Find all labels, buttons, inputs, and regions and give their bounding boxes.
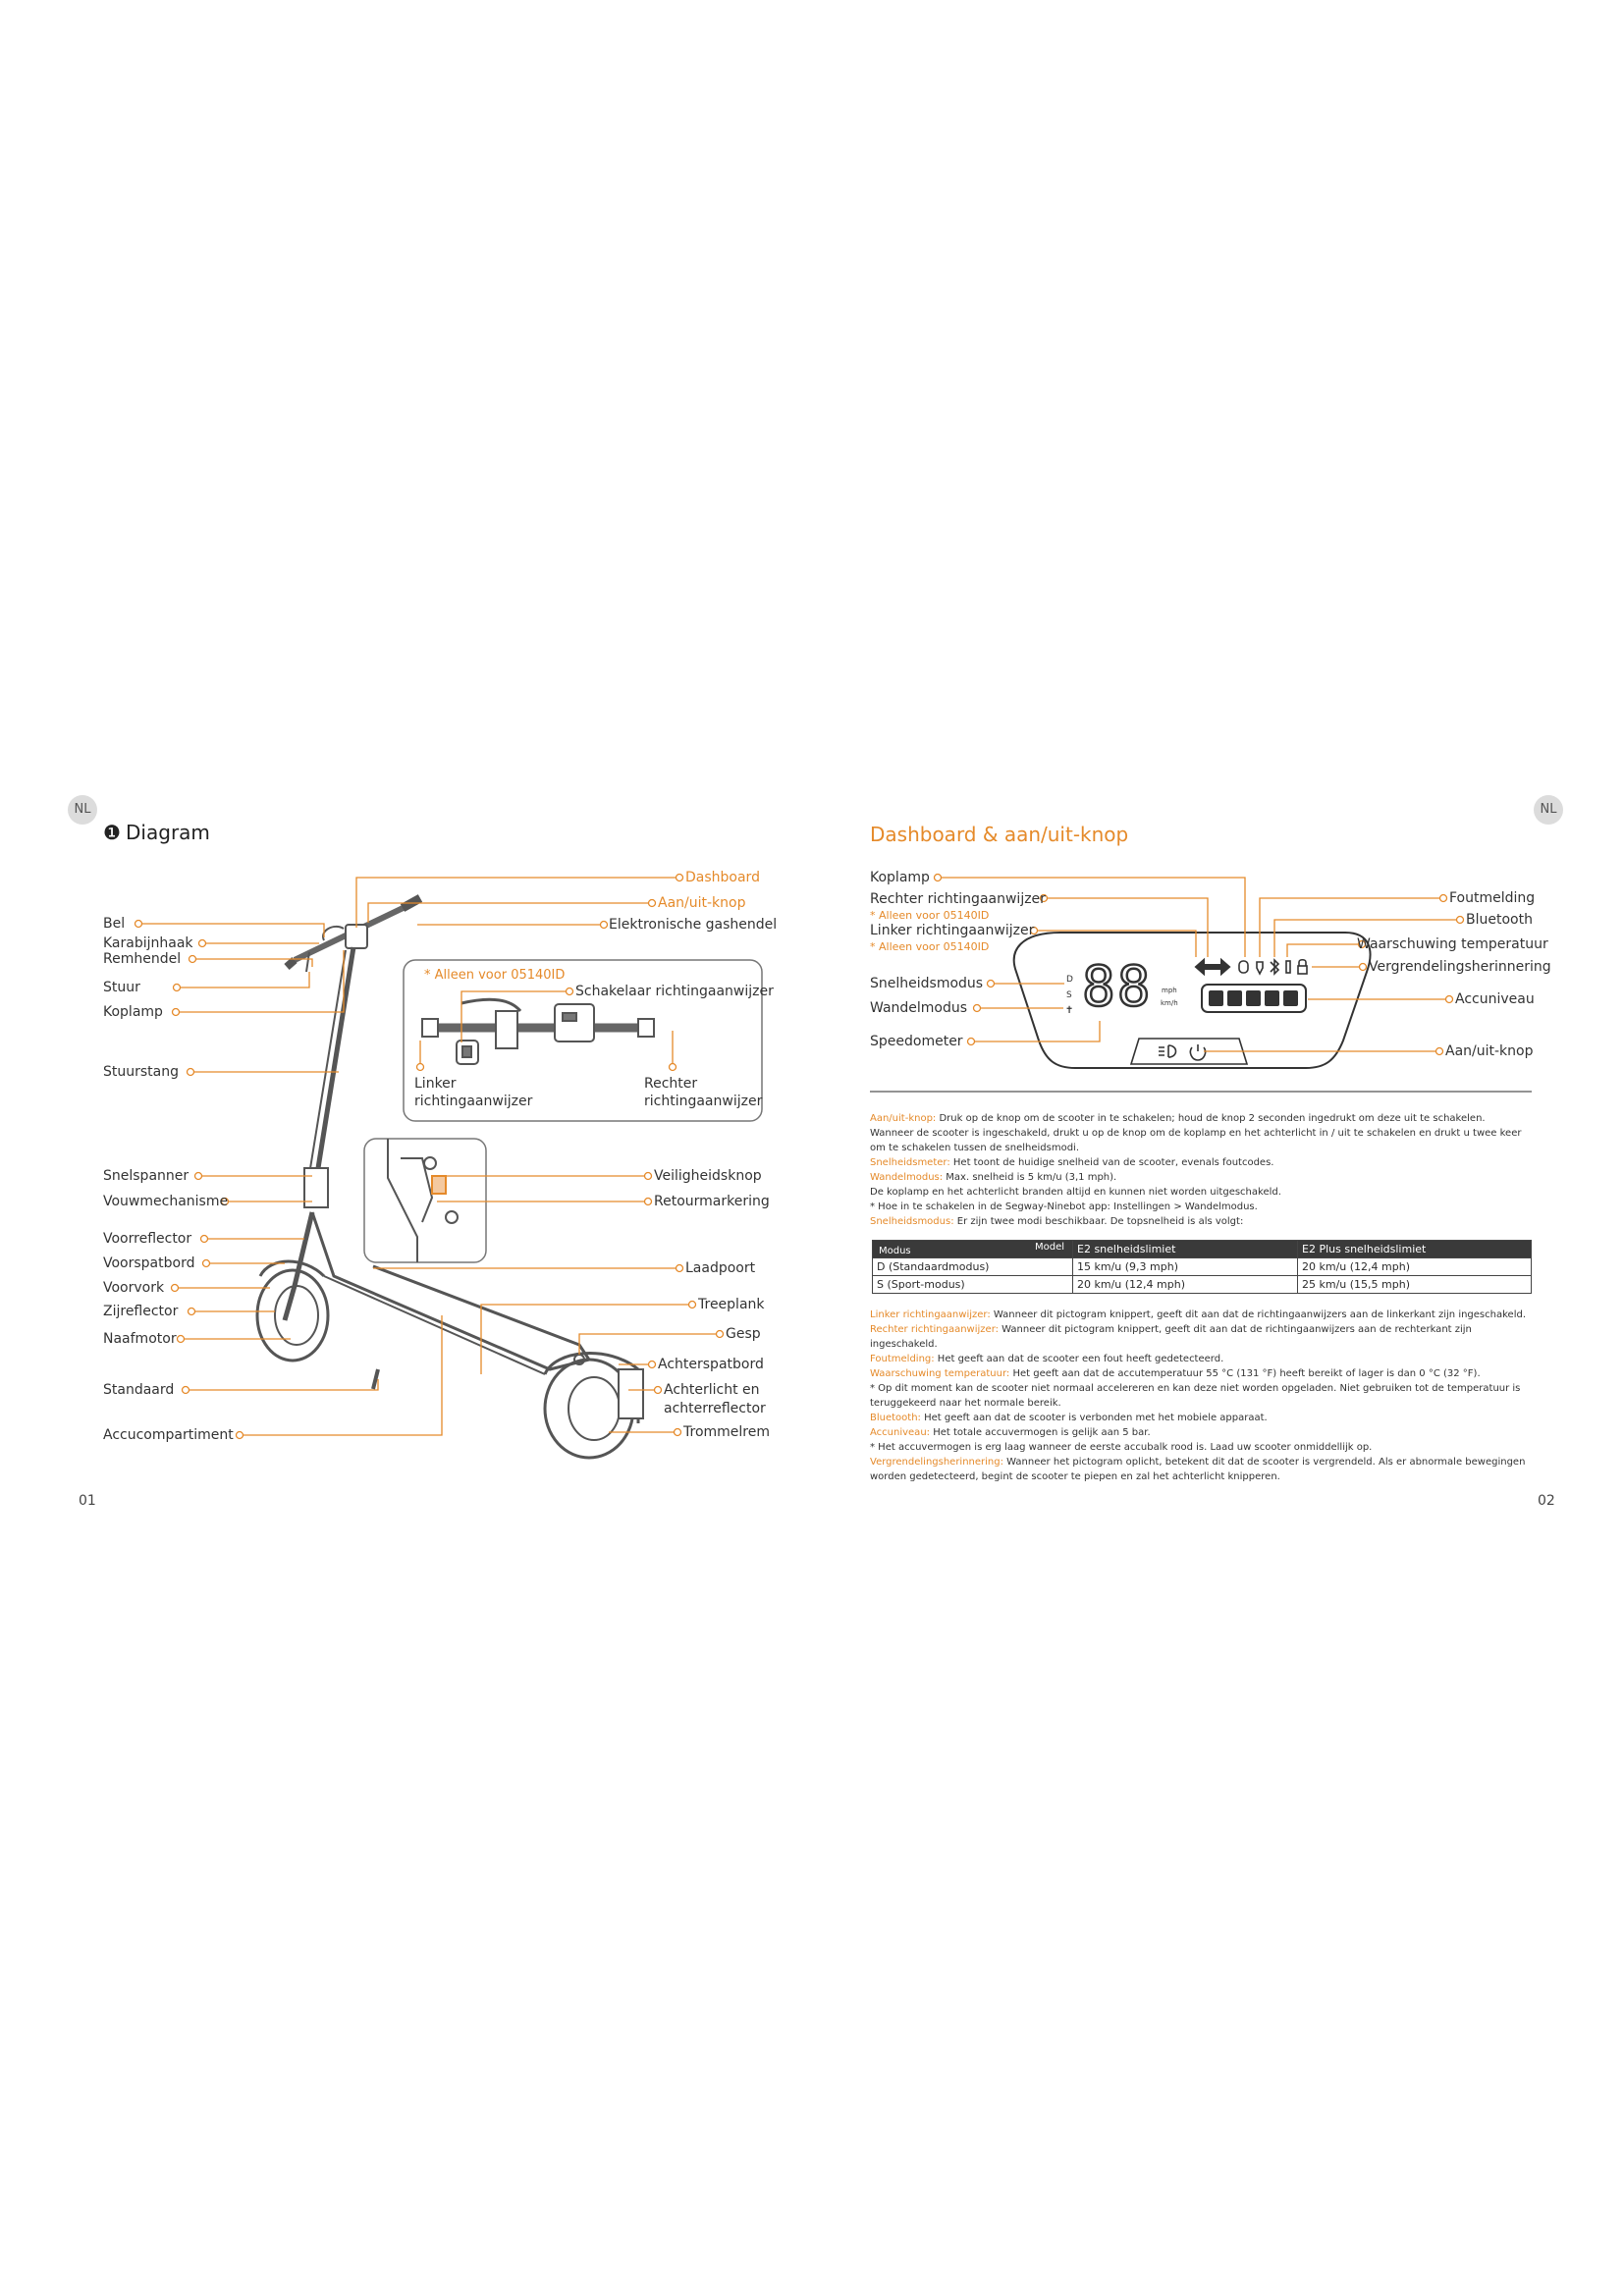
note-2: * Alleen voor 05140ID (870, 940, 990, 953)
table-row (873, 1276, 1532, 1294)
label-snelheidsmodus: Snelheidsmodus (870, 976, 984, 991)
mode-s-letter: S (1066, 990, 1072, 1000)
label-waarschuwing: Waarschuwing temperatuur (1357, 936, 1548, 952)
label-achterspatbord: Achterspatbord (658, 1357, 764, 1372)
label-treeplank: Treeplank (698, 1297, 765, 1312)
label-aan-uit-knop: Aan/uit-knop (658, 895, 746, 911)
unit-mph: mph (1162, 987, 1177, 994)
speed-table (872, 1240, 1532, 1294)
dashboard-title: Dashboard & aan/uit-knop (870, 823, 1129, 846)
desc-rechter: Rechter richtingaanwijzer: Wanneer dit pictogram knippert, geeft dit aan dat de richtingaanwijzers aan de rechterkant zijn ingeschakeld. (870, 1324, 1472, 1350)
temperature-icon (1286, 961, 1290, 973)
label-achterlicht-1: Achterlicht en (664, 1382, 760, 1398)
label-stuur: Stuur (103, 980, 140, 995)
description-top (870, 1111, 1530, 1229)
table-cell: 20 km/u (12,4 mph) (1073, 1276, 1298, 1294)
speed-digits: 88 (1082, 955, 1153, 1019)
label-laadpoort: Laadpoort (685, 1260, 756, 1276)
label-accuniveau: Accuniveau (1455, 991, 1535, 1007)
label-foutmelding: Foutmelding (1449, 890, 1536, 906)
language-badge-right: NL (1534, 795, 1563, 825)
battery-bar (1283, 990, 1298, 1006)
label-standaard: Standaard (103, 1382, 175, 1398)
label-dashboard: Dashboard (685, 870, 760, 885)
table-cell: S (Sport-modus) (873, 1276, 1073, 1294)
label-rechter-r: Rechter richtingaanwijzer (870, 891, 1046, 907)
desc-snelheidsmeter: Snelheidsmeter: Het toont de huidige snelheid van de scooter, evenals foutcodes. (870, 1157, 1274, 1168)
desc-accu-note: * Het accuvermogen is erg laag wanneer de eerste accubalk rood is. Laad uw scooter onmiddellijk op. (870, 1442, 1373, 1453)
section-number: ❶ (103, 821, 121, 844)
bluetooth-icon (1271, 960, 1278, 974)
label-trommelrem: Trommelrem (683, 1424, 770, 1440)
label-bel: Bel (103, 916, 126, 932)
table-cell: 20 km/u (12,4 mph) (1298, 1258, 1532, 1276)
label-retourmarkering: Retourmarkering (654, 1194, 770, 1209)
battery-bar (1227, 990, 1242, 1006)
battery-bar (1209, 990, 1223, 1006)
page-number-right: 02 (1538, 1493, 1555, 1509)
desc-accuniveau: Accuniveau: Het totale accuvermogen is gelijk aan 5 bar. (870, 1427, 1151, 1438)
label-vergrendeling: Vergrendelingsherinnering (1369, 959, 1551, 975)
label-linker-1: Linker (414, 1076, 457, 1092)
language-badge: NL (68, 795, 97, 825)
left-arrow-icon (1196, 960, 1212, 974)
desc-wandelmodus: Wandelmodus: Max. snelheid is 5 km/u (3,1 mph). (870, 1172, 1117, 1183)
desc-app-note: * Hoe in te schakelen in de Segway-Ninebot app: Instellingen > Wandelmodus. (870, 1201, 1258, 1212)
error-icon (1257, 962, 1263, 974)
table-cell: 25 km/u (15,5 mph) (1298, 1276, 1532, 1294)
description-bottom (870, 1308, 1530, 1484)
label-linker-2: richtingaanwijzer (414, 1094, 533, 1109)
page-title: Diagram (126, 821, 210, 844)
label-koplamp: Koplamp (103, 1004, 163, 1020)
label-rechter-2: richtingaanwijzer (644, 1094, 763, 1109)
desc-snelheidsmodus: Snelheidsmodus: Er zijn twee modi beschikbaar. De topsnelheid is als volgt: (870, 1216, 1244, 1227)
label-gashendel: Elektronische gashendel (609, 917, 778, 933)
label-gesp: Gesp (726, 1326, 761, 1342)
label-stuurstang: Stuurstang (103, 1064, 179, 1080)
table-row (873, 1258, 1532, 1276)
table-cell: D (Standaardmodus) (873, 1258, 1073, 1276)
light-button-icon (1159, 1045, 1168, 1057)
label-koplamp-r: Koplamp (870, 870, 930, 885)
lock-icon (1298, 966, 1307, 974)
label-linker-r: Linker richtingaanwijzer (870, 923, 1035, 938)
label-voorvork: Voorvork (103, 1280, 165, 1296)
note-1: * Alleen voor 05140ID (870, 909, 990, 922)
label-schakelaar: Schakelaar richtingaanwijzer (575, 984, 774, 999)
label-bluetooth: Bluetooth (1466, 912, 1533, 928)
inset-note: * Alleen voor 05140ID (424, 968, 566, 983)
desc-linker: Linker richtingaanwijzer: Wanneer dit pictogram knippert, geeft dit aan dat de richtingaanwijzers aan de linkerkant zijn ingeschakeld. (870, 1309, 1527, 1320)
label-voorreflector: Voorreflector (103, 1231, 192, 1247)
mode-d-letter: D (1066, 975, 1073, 985)
desc-koplamp: De koplamp en het achterlicht branden altijd en kunnen niet worden uitgeschakeld. (870, 1187, 1281, 1198)
battery-bar (1246, 990, 1261, 1006)
page-number-left: 01 (79, 1493, 96, 1509)
table-head-e2: E2 snelheidslimiet (1073, 1241, 1298, 1258)
label-veiligheidsknop: Veiligheidsknop (654, 1168, 762, 1184)
label-achterlicht-2: achterreflector (664, 1401, 766, 1416)
table-header-row (873, 1241, 1532, 1258)
label-snelspanner: Snelspanner (103, 1168, 189, 1184)
desc-temperatuur: Waarschuwing temperatuur: Het geeft aan dat de accutemperatuur 55 °C (131 °F) heeft bereikt of lager is dan 0 °C (32 °F). (870, 1368, 1481, 1379)
battery-bar (1265, 990, 1279, 1006)
label-speedometer: Speedometer (870, 1034, 963, 1049)
label-voorspatbord: Voorspatbord (103, 1255, 195, 1271)
walk-mode-icon: ✝ (1065, 1005, 1074, 1016)
label-vouwmechanisme: Vouwmechanisme (103, 1194, 229, 1209)
label-aan-uit-r: Aan/uit-knop (1445, 1043, 1534, 1059)
table-head-e2plus: E2 Plus snelheidslimiet (1298, 1241, 1532, 1258)
label-karabijnhaak: Karabijnhaak (103, 935, 193, 951)
label-zijreflector: Zijreflector (103, 1304, 179, 1319)
desc-bluetooth: Bluetooth: Het geeft aan dat de scooter is verbonden met het mobiele apparaat. (870, 1413, 1268, 1423)
table-cell: 15 km/u (9,3 mph) (1073, 1258, 1298, 1276)
unit-kmh: km/h (1161, 999, 1178, 1007)
desc-temp-note: * Op dit moment kan de scooter niet normaal accelereren en kan deze niet worden opgeladen. Niet gebruiken tot de temperatuur is teruggekeerd naar het normale bereik. (870, 1383, 1521, 1409)
table-head-modus-model: Modus Model (873, 1241, 1073, 1258)
desc-aan-uit: Aan/uit-knop: Druk op de knop om de scooter in te schakelen; houd de knop 2 seconden ingedrukt om deze uit te schakelen. Wanneer de scooter is ingeschakeld, drukt u op de knop om de koplamp en het achterlicht in / uit te schakelen en drukt u twee keer om te schakelen tussen de snelheidsmodi. (870, 1113, 1522, 1153)
label-wandelmodus: Wandelmodus (870, 1000, 968, 1016)
label-remhendel: Remhendel (103, 951, 182, 967)
label-rechter-1: Rechter (644, 1076, 698, 1092)
desc-foutmelding: Foutmelding: Het geeft aan dat de scooter een fout heeft gedetecteerd. (870, 1354, 1224, 1364)
headlight-icon (1239, 961, 1248, 973)
desc-vergrendeling: Vergrendelingsherinnering: Wanneer het pictogram oplicht, betekent dit dat de scooter is vergrendeld. Als er abnormale bewegingen worden gedetecteerd, begint de scooter te piepen en zal het achterlicht knipperen. (870, 1457, 1526, 1482)
label-accucompartiment: Accucompartiment (103, 1427, 234, 1443)
label-naafmotor: Naafmotor (103, 1331, 177, 1347)
right-arrow-icon (1214, 960, 1229, 974)
